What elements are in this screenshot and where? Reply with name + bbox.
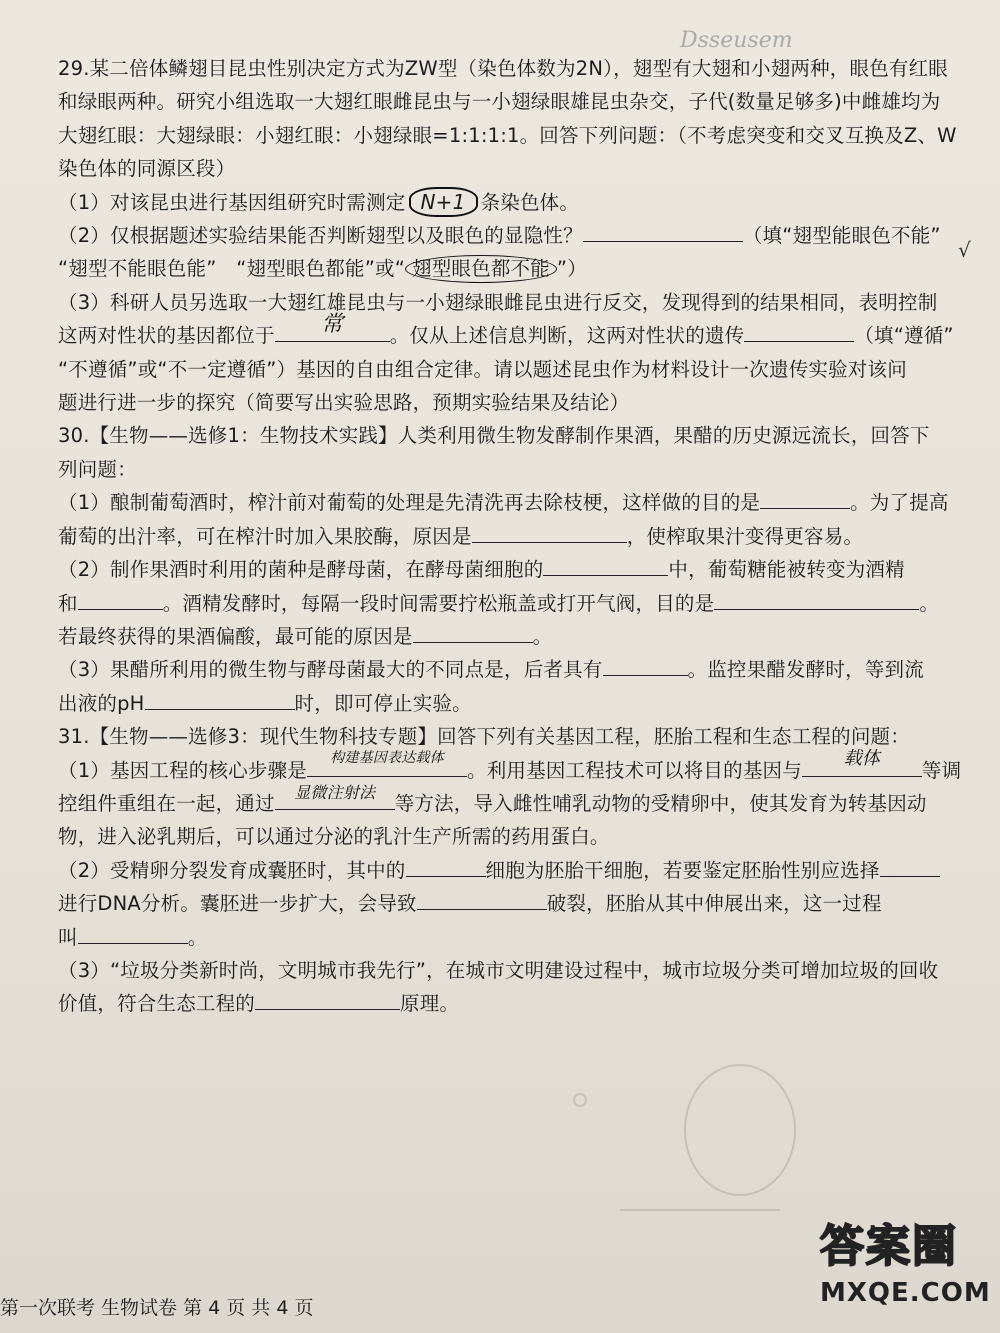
q29-sub1 [58,186,958,219]
q31-sub1-text-5: 等方法，导入雌性哺乳动物的受精卵中，使其发育为转基因动 [394,791,927,815]
q29-sub3-cont [58,311,958,352]
q30-sub2-line-3 [58,620,958,653]
logo-mark: 答案圈 [820,1221,958,1272]
answer-blank[interactable] [275,782,395,810]
answer-blank[interactable] [802,748,922,777]
answer-blank[interactable] [417,887,547,910]
q30-sub2-text-7: 。 [532,624,553,648]
handwritten-answer-q31-1c: 显微注射法 [294,782,376,802]
q29-sub2-cont [58,252,958,285]
q30-sub2-text-4: 。酒精发酵时，每隔一段时间需要拧松瓶盖或打开气阀，目的是 [162,591,715,615]
q30-sub3 [58,653,958,686]
q29-sub2-text: （2）仅根据题述实验结果能否判断翅型以及眼色的显隐性？ [58,224,583,248]
logo-site: MXQE.COM [820,1278,991,1308]
watermark-logo [820,1210,991,1320]
answer-blank[interactable] [275,311,390,342]
q31-sub1-cont [58,782,958,820]
q29-sub3-line-3: “不遵循”或“不一定遵循”）基因的自由组合定律。请以题述昆虫作为材料设计一次遗传实验对该问 [58,357,907,381]
q31-sub1 [58,748,962,787]
q31-sub2-text-2: 细胞为胚胎干细胞，若要鉴定胚胎性别应选择 [485,858,880,882]
margin-scribble: Dsseusem [680,28,793,53]
q31-sub2-text-1: （2）受精卵分裂发育成囊胚时，其中的 [58,858,406,882]
q30-sub3-text-2: 。监控果醋发酵时，等到流 [687,658,924,682]
q29-sub1-text: （1）对该昆虫进行基因组研究时需测定 [58,190,406,214]
answer-blank[interactable] [406,854,486,877]
circled-option: 翅型眼色都不能 [405,255,557,283]
q31-sub2-text-6: 。 [187,925,208,949]
q30-sub2-text-6: 若最终获得的果酒偏酸，最可能的原因是 [58,624,413,648]
q30-line-1: 30.【生物——选修1：生物技术实践】人类利用微生物发酵制作果酒，果醋的历史源远流长，回答下 [58,424,930,448]
answer-blank[interactable] [472,520,627,543]
q30-sub3-text-3: 出液的pH [58,691,145,715]
q29-line-2: 和绿眼两种。研究小组选取一大翅红眼雌昆虫与一小翅绿眼雄昆虫杂交，子代(数量足够多)中雌雄均为 [58,90,941,114]
q29-sub2-options-2: “翅型不能眼色能” “翅型眼色都能”或“ [58,257,406,281]
q31-sub2 [58,854,958,887]
q29-sub2-options-1: （填“翅型能眼色不能” [742,224,941,248]
q29-sub3-text-2: 。仅从上述信息判断，这两对性状的遗传 [389,324,745,348]
exam-content [58,52,962,1021]
handwritten-answer-q31-1a: 构建基因表达载体 [330,750,444,767]
q31-sub3: （3）“垃圾分类新时尚，文明城市我先行”，在城市文明建设过程中，城市垃圾分类可增加垃圾的回收 [58,958,939,982]
check-mark-icon: √ [958,238,971,262]
q30-sub1-cont [58,520,958,553]
handwritten-answer-q29-1: N+1 [409,187,478,217]
q30-sub2-text-5: 。 [919,591,940,615]
answer-blank[interactable] [603,653,688,676]
page-footer: 第一次联考 生物试卷 第 4 页 共 4 页 [0,1297,314,1319]
q30-sub1-text-3: 葡萄的出汁率，可在榨汁时加入果胶酶，原因是 [58,524,472,548]
q30-sub3-text-4: 时，即可停止实验。 [294,691,472,715]
q29-line-1: 29.某二倍体鳞翅目昆虫性别决定方式为ZW型（染色体数为2N），翅型有大翅和小翅两种，眼色有红眼 [58,57,948,80]
answer-blank[interactable] [744,319,854,342]
answer-blank[interactable] [880,854,940,877]
q30-sub2-cont [58,587,958,620]
q31-sub1-text-1: （1）基因工程的核心步骤是 [58,758,308,782]
q29-sub3-text-3: （填“遵循” [854,324,954,348]
q31-sub2-text-5: 叫 [58,925,78,949]
handwritten-answer-q29-3: 常 [321,311,344,337]
q31-sub3-text-2: 原理。 [400,992,460,1016]
answer-blank[interactable] [78,921,188,944]
q31-sub3-cont [58,987,958,1020]
q30-sub2-text-2: 中，葡萄糖能被转变为酒精 [668,558,905,582]
q30-sub1-text-2: 。为了提高 [850,491,949,515]
q29-line-4: 染色体的同源区段） [58,157,236,181]
q30-sub2-text-1: （2）制作果酒时利用的菌种是酵母菌，在酵母菌细胞的 [58,558,544,582]
q29-sub3-line-4: 题进行进一步的探究（简要写出实验思路，预期实验结果及结论） [58,391,630,415]
q31-sub1-text-4: 控组件重组在一起，通过 [58,791,275,815]
q29-sub2 [58,219,958,252]
q31-sub1-line-3: 物，进入泌乳期后，可以通过分泌的乳汁生产所需的药用蛋白。 [58,825,610,849]
q29-sub3-text-1: 这两对性状的基因都位于 [58,324,275,348]
q29-sub1-tail: 条染色体。 [480,190,580,214]
answer-blank[interactable] [413,620,533,643]
answer-blank[interactable] [78,587,163,610]
q31-sub3-text-1: 价值，符合生态工程的 [58,992,256,1016]
answer-blank[interactable] [543,553,668,576]
answer-blank[interactable] [145,687,295,710]
q29-line-3: 大翅红眼：大翅绿眼：小翅红眼：小翅绿眼=1:1:1:1。回答下列问题：（不考虑突变和交叉互换及Z、W [58,123,957,147]
q30-sub3-cont [58,687,958,720]
answer-blank[interactable] [255,987,400,1010]
answer-blank[interactable] [583,219,743,242]
q30-sub1-text-1: （1）酿制葡萄酒时，榨汁前对葡萄的处理是先清洗再去除枝梗，这样做的目的是 [58,491,761,515]
answer-blank[interactable] [307,750,467,777]
q31-sub2-line-3 [58,921,958,954]
q31-sub2-text-3: 进行DNA分析。囊胚进一步扩大，会导致 [58,892,417,916]
q30-sub2 [58,553,958,586]
handwritten-answer-q31-1b: 载体 [843,748,881,770]
q30-sub1 [58,486,958,519]
q30-sub3-text-1: （3）果醋所利用的微生物与酵母菌最大的不同点是，后者具有 [58,658,603,682]
q31-sub2-cont [58,887,958,920]
q31-sub2-text-4: 破裂，胚胎从其中伸展出来，这一过程 [546,892,882,916]
q31-sub1-text-2: 。利用基因工程技术可以将目的基因与 [467,758,802,782]
q29-sub2-close: ”） [556,257,587,281]
q31-line-1: 31.【生物——选修3：现代生物科技专题】回答下列有关基因工程，胚胎工程和生态工程的问题： [58,725,910,749]
q30-line-2: 列问题： [58,457,137,481]
q30-sub2-text-3: 和 [58,591,78,615]
bleed-through-diagram [540,1060,840,1230]
answer-blank[interactable] [760,486,850,509]
q30-sub1-text-4: ，使榨取果汁变得更容易。 [626,524,864,548]
q29-sub3: （3）科研人员另选取一大翅红雄昆虫与一小翅绿眼雌昆虫进行反交，发现得到的结果相同，表明控制 [58,290,938,314]
answer-blank[interactable] [714,587,919,610]
q31-sub1-text-3: 等调 [921,758,962,782]
